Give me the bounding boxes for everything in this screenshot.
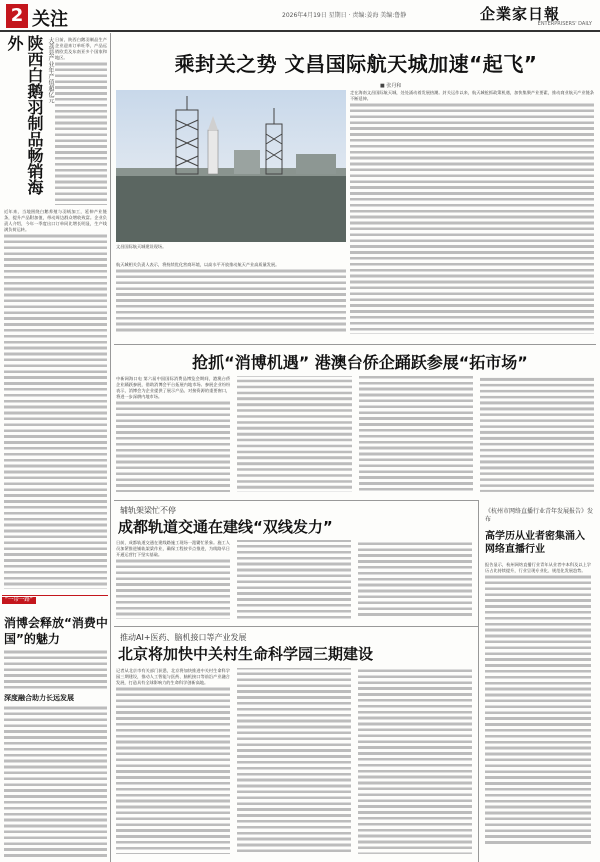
story1-photo	[116, 90, 346, 242]
story3-body: 日前，成都轨道交通在建线路施工现场一派繁忙景象。施工人员加紧推进铺轨架梁作业，确保工程按节点推进，为线路早日开通运营打下坚实基础。	[116, 540, 472, 620]
date-line: 2026年4月19日 星期日 · 责编:姜海 美编:鲁静	[282, 12, 407, 19]
right-kicker: 《杭州市网络直播行业青年发展报告》发布	[485, 508, 594, 523]
left-body-3	[4, 705, 107, 859]
story1-body-2: 航天城相关负责人表示，将持续优化营商环境，以高水平开放推动航天产业高质量发展。	[116, 262, 346, 340]
divider-2	[114, 500, 478, 501]
paper-name-en: ENTERPRISERS' DAILY	[537, 21, 592, 27]
left-body-top: 日前，陕西白鹅羽制品生产企业迎来订单旺季，产品远销欧美及东南亚多个国家和地区。	[55, 37, 107, 205]
channel-label-bar	[2, 595, 108, 605]
right-headline: 高学历从业者密集涌入网络直播行业	[485, 531, 585, 555]
section-name: 关注	[32, 9, 68, 30]
divider-3	[114, 626, 478, 627]
story1-byline: ■ 张丹和	[380, 83, 402, 89]
story4-body: 记者从北京市有关部门获悉，北京将加快推进中关村生命科学园三期建设，推动人工智能与医药、脑机接口等前沿产业融合发展，打造具有全球影响力的生命科学创新高地。	[116, 668, 472, 858]
story1-caption: 文昌国际航天城建设现场。	[116, 244, 167, 249]
story3-kicker: 辅轨架梁忙不停	[120, 506, 176, 515]
story2-headline: 抢抓“消博机遇” 港澳台侨企踊跃参展“拓市场”	[192, 353, 528, 372]
divider-1	[114, 344, 596, 345]
left-headline: 陕西白鹅羽制品畅销海外	[5, 35, 44, 195]
left-body-2	[4, 649, 107, 689]
channel-label: “一带一路”	[2, 597, 36, 604]
left-headline-2: 消博会释放“消费中国”的魅力	[4, 616, 108, 646]
story3-headline: 成都轨道交通在建线“双线发力”	[118, 518, 333, 536]
story2-body: 中新网海口电 第六届中国国际消费品博览会期间，港澳台侨企业踊跃参展，借助消博会平台拓展内地市场。参展企业纷纷表示，消博会为企业提供了展示产品、对接资源的重要窗口，将进一步深耕内地市场。	[116, 376, 594, 496]
left-column	[0, 33, 111, 862]
story1-body: 走在海南文昌国际航天城，处处涌动着发展热潮。封关运作以来，航天城抢抓政策机遇，加快集聚产业要素，推动商业航天产业链条不断延伸。	[350, 90, 594, 340]
masthead	[0, 0, 600, 32]
story1-headline: 乘封关之势 文昌国际航天城加速“起飞”	[174, 52, 538, 76]
left-headline-3: 深度融合助力长远发展	[4, 694, 74, 702]
masthead-rule	[0, 30, 600, 32]
story4-kicker: 推动AI+医药、脑机接口等产业发展	[120, 633, 247, 642]
story4-headline: 北京将加快中关村生命科学园三期建设	[118, 645, 374, 663]
right-column	[478, 500, 594, 862]
paper-name: 企業家日報	[479, 5, 560, 23]
section-number: 2	[6, 4, 28, 28]
right-body: 报告显示，杭州网络直播行业青年从业者中本科及以上学历占比持续提升，行业呈现专业化、规范化发展趋势。	[485, 562, 591, 858]
left-body: 近年来，当地围绕白鹅养殖与羽绒加工，延伸产业链条，提升产品附加值，带动周边群众增收致富。企业负责人介绍，今年一季度出口订单同比增长明显，生产线满负荷运转。	[4, 209, 107, 589]
left-subhead: 大荔县产业年产值超亿元	[47, 37, 54, 103]
launch-tower-illustration	[116, 90, 346, 242]
